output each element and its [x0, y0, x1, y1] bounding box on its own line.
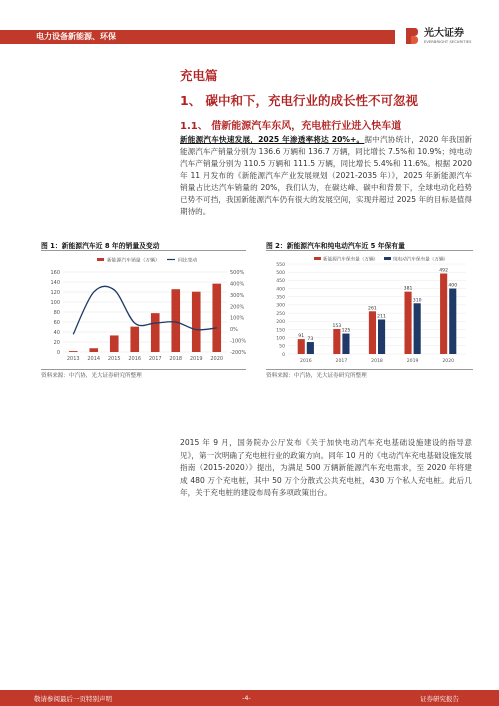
legend-swatch-sales — [97, 258, 104, 261]
chapter-title: 充电篇 — [180, 68, 218, 83]
y-tick-label: 200 — [276, 320, 285, 326]
data-label: 125 — [341, 328, 351, 334]
data-label: 73 — [307, 337, 314, 343]
policy-paragraph: 2015 年 9 月，国务院办公厅发布《关于加快电动汽车充电基础设施建设的指导意见》，第一次明确了充电桩行业的政策方向。同年 10 月的《电动汽车充电基础设施发展指南（2015-2020）》提出，为满足 500 万辆新能源汽车充电需求，至 2020 年将建成 480 万个充电桩，其中 50 万个分散式公共充电桩，430 万个私人充电桩。此后几年，关于充电桩的建设布局有多项政策出台。 — [180, 438, 472, 497]
y-tick-label: 100 — [276, 336, 285, 342]
figure-2-caption: 图 2：新能源汽车和纯电动汽车近 5 年保有量 — [266, 242, 405, 250]
subsection-heading: 1.1、 借新能源汽车东风，充电桩行业进入快车道 — [180, 121, 402, 132]
paragraph-lead: 新能源汽车快速发展，2025 年渗透率将达 20%+。 — [180, 135, 365, 144]
bar-nev-stock — [333, 329, 340, 354]
y-tick-label: 100 — [50, 300, 60, 306]
x-tick-label: 2015 — [107, 356, 121, 362]
footer-disclaimer: 敬请参阅最后一页特别声明 — [34, 695, 112, 703]
y2-tick-label: 200% — [230, 304, 245, 311]
logo-english: EVERBRIGHT SECURITIES — [424, 40, 472, 44]
x-tick-label: 2017 — [148, 356, 162, 362]
bar-sales — [171, 289, 180, 352]
y-tick-label: 0 — [56, 350, 60, 356]
data-label: 400 — [448, 283, 458, 289]
data-label: 381 — [403, 286, 413, 292]
y2-tick-label: 400% — [230, 281, 245, 288]
y-tick-label: 40 — [53, 330, 60, 336]
x-tick-label: 2018 — [371, 359, 383, 364]
bar-nev-stock — [298, 339, 305, 354]
y-tick-label: 120 — [50, 290, 60, 296]
figure-2-rule — [266, 250, 473, 251]
y2-tick-label: 300% — [230, 292, 245, 299]
bar-bev-stock — [449, 289, 456, 354]
legend-swatch-nev — [314, 257, 321, 260]
x-tick-label: 2014 — [87, 356, 101, 362]
x-tick-label: 2016 — [299, 359, 312, 364]
y-tick-label: 80 — [53, 310, 60, 316]
x-tick-label: 2017 — [335, 359, 348, 364]
figure-1-source-rule — [41, 369, 246, 370]
bar-sales — [110, 335, 119, 352]
intro-paragraph — [180, 134, 472, 218]
y-tick-label: 50 — [279, 344, 285, 350]
section-heading: 1、 碳中和下，充电行业的成长性不可忽视 — [180, 93, 419, 108]
data-label: 310 — [412, 298, 422, 304]
legend-label-sales: 新能源汽车销量（万辆） — [107, 258, 160, 264]
figure-1-caption: 图 1：新能源汽车近 8 年的销量及变动 — [41, 242, 160, 250]
y2-tick-label: -200% — [230, 350, 247, 356]
figure-1-source: 资料来源：中汽协，光大证券研究所整理 — [41, 373, 142, 379]
y-tick-label: 300 — [276, 303, 285, 309]
y-tick-label: 400 — [276, 287, 285, 293]
chart-ev-stock — [266, 254, 473, 368]
y-tick-label: 500 — [276, 270, 285, 276]
bar-sales — [130, 327, 139, 352]
y-tick-label: 450 — [276, 279, 285, 285]
chart-ev-sales — [41, 254, 247, 368]
bar-sales — [89, 348, 98, 352]
data-label: 492 — [439, 268, 449, 274]
y-tick-label: 250 — [276, 311, 285, 317]
header-industry-label: 电力设备新能源、环保 — [36, 32, 116, 41]
legend-label-yoy: 同比变动 — [178, 258, 198, 264]
x-tick-label: 2019 — [189, 356, 203, 362]
bar-nev-stock — [440, 273, 447, 354]
bar-bev-stock — [342, 334, 349, 354]
y-tick-label: 150 — [276, 328, 285, 334]
bar-sales — [69, 351, 78, 352]
everbright-logo-icon — [405, 27, 419, 45]
y-tick-label: 160 — [50, 270, 60, 276]
legend-swatch-bev — [384, 257, 391, 260]
data-label: 261 — [368, 306, 377, 312]
footer-page-number: -4- — [242, 694, 251, 702]
y2-tick-label: 100% — [230, 315, 245, 322]
y-tick-label: 140 — [50, 280, 60, 286]
x-tick-label: 2018 — [169, 356, 183, 362]
y-tick-label: 20 — [53, 340, 60, 346]
bar-sales — [212, 284, 221, 352]
bar-bev-stock — [307, 342, 314, 354]
footer-report-type: 证券研究报告 — [420, 695, 459, 703]
figure-2-source-rule — [266, 369, 473, 370]
bar-bev-stock — [414, 303, 421, 354]
bar-sales — [192, 292, 201, 352]
x-tick-label: 2019 — [406, 359, 419, 364]
legend-label-nev: 新能源汽车保有量（万辆） — [323, 257, 379, 263]
y2-tick-label: 0% — [230, 327, 238, 334]
y-tick-label: 0 — [282, 352, 285, 358]
x-tick-label: 2013 — [66, 356, 80, 362]
paragraph-body: 据中汽协统计，2020 年我国新能源汽车产销量分别为 136.6 万辆和 136.7 万辆，同比增长 7.5%和 10.9%；纯电动汽车产销量分别为 110.5 万辆和 111.5 万辆，同比增长 5.4%和 11.6%。根据 2020 年 11 月发布的《新能源汽车产业发展规划（2021-2035 年）》，2025 年新能源汽车销量占比达汽车销量的 20%，我们认为，在碳达峰、碳中和背景下，全球电动化趋势已势不可挡，我国新能源汽车仍有很大的发展空间，实现并超过 2025 年的目标是值得期待的。 — [180, 135, 472, 216]
bar-sales — [151, 313, 160, 352]
data-label: 153 — [332, 323, 342, 329]
figure-1-rule — [41, 250, 246, 251]
y2-tick-label: -100% — [230, 338, 247, 345]
x-tick-label: 2020 — [210, 356, 224, 362]
bar-nev-stock — [369, 311, 376, 354]
data-label: 91 — [298, 334, 305, 340]
y2-tick-label: 500% — [230, 270, 245, 276]
legend-label-bev: 纯电动汽车保有量（万辆） — [393, 257, 449, 263]
logo-name: 光大证券 — [424, 28, 464, 39]
y-tick-label: 60 — [53, 320, 60, 326]
figure-2-source: 资料来源：中汽协，光大证券研究所整理 — [266, 373, 367, 379]
data-label: 211 — [377, 314, 386, 320]
x-tick-label: 2016 — [128, 356, 142, 362]
y-tick-label: 550 — [276, 262, 285, 268]
bar-bev-stock — [378, 319, 385, 354]
y-tick-label: 350 — [276, 295, 285, 301]
x-tick-label: 2020 — [442, 359, 455, 364]
bar-nev-stock — [404, 292, 411, 354]
